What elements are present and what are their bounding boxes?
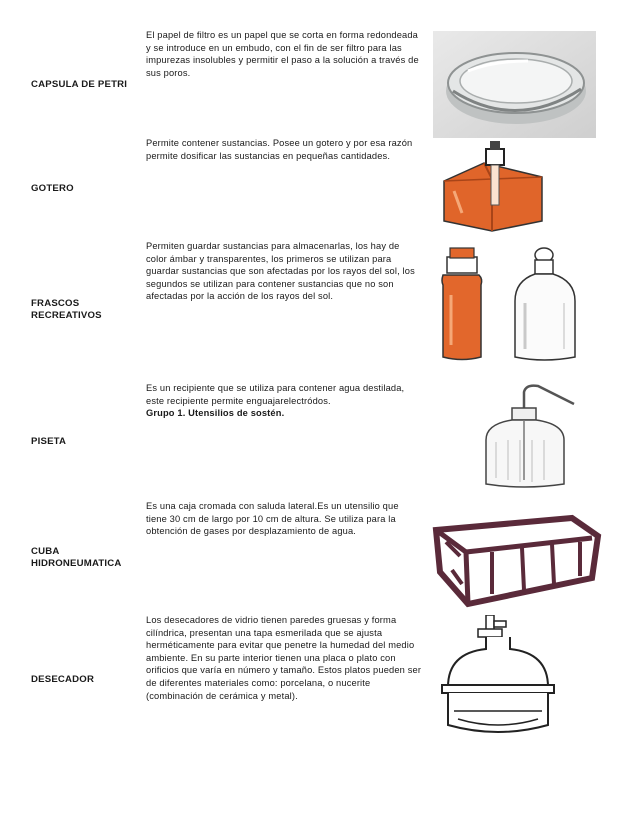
item-description: Es una caja cromada con saluda lateral.Es un utensilio que tiene 30 cm de largo por 10 cm de altura. Se utiliza para la obtención de gases por desplazamiento de agua. bbox=[146, 501, 399, 537]
item-description: Permite contener sustancias. Posee un gotero y por esa razón permite dosificar las sustancias en pequeñas cantidades. bbox=[146, 138, 413, 161]
item-name: GOTERO bbox=[31, 183, 74, 194]
pneumatic-trough-image bbox=[432, 512, 602, 610]
reagent-bottles-image bbox=[437, 245, 587, 363]
item-name: DESECADOR bbox=[31, 674, 95, 685]
item-name: CUBA HIDRONEUMATICA bbox=[31, 546, 122, 569]
section-heading: Grupo 1. Utensilios de sostén. bbox=[146, 408, 285, 419]
item-name: FRASCOS RECREATIVOS bbox=[31, 298, 102, 321]
item-description: Permiten guardar sustancias para almacenarlas, los hay de color ámbar y transparentes, los primeros se utilizan para guardar sustancias que son afectadas por los rayos del sol, los segundos se utilizan para contener sustancias que no son afectadas por la acción de los rayos del sol. bbox=[146, 241, 415, 302]
petri-dish-image bbox=[433, 31, 596, 138]
dropper-bottle-image bbox=[434, 141, 554, 233]
wash-bottle-image bbox=[468, 380, 580, 490]
item-description: Es un recipiente que se utiliza para contener agua destilada, este recipiente permite enguajarelectródos. bbox=[146, 383, 405, 406]
item-description: El papel de filtro es un papel que se corta en forma redondeada y se introduce en un embudo, con el fin de ser filtro para las impurezas insolubles y permitir el paso a la solución a través de sus poros. bbox=[146, 30, 419, 78]
item-description-block bbox=[146, 382, 422, 420]
item-name: CAPSULA DE PETRI bbox=[31, 79, 128, 90]
desiccator-image bbox=[438, 615, 558, 745]
item-name: PISETA bbox=[31, 436, 67, 447]
item-description: Los desecadores de vidrio tienen paredes gruesas y forma cilíndrica, presentan una tapa esmerilada que se ajusta herméticamente para evitar que penetre la humedad del medio ambiente. En su parte interior tienen una placa o plato con orificios que varía en número y tamaño. Estos platos pueden ser de diferentes materiales como: porcelana, o nucerite (combinación de cerámica y metal). bbox=[146, 615, 422, 701]
